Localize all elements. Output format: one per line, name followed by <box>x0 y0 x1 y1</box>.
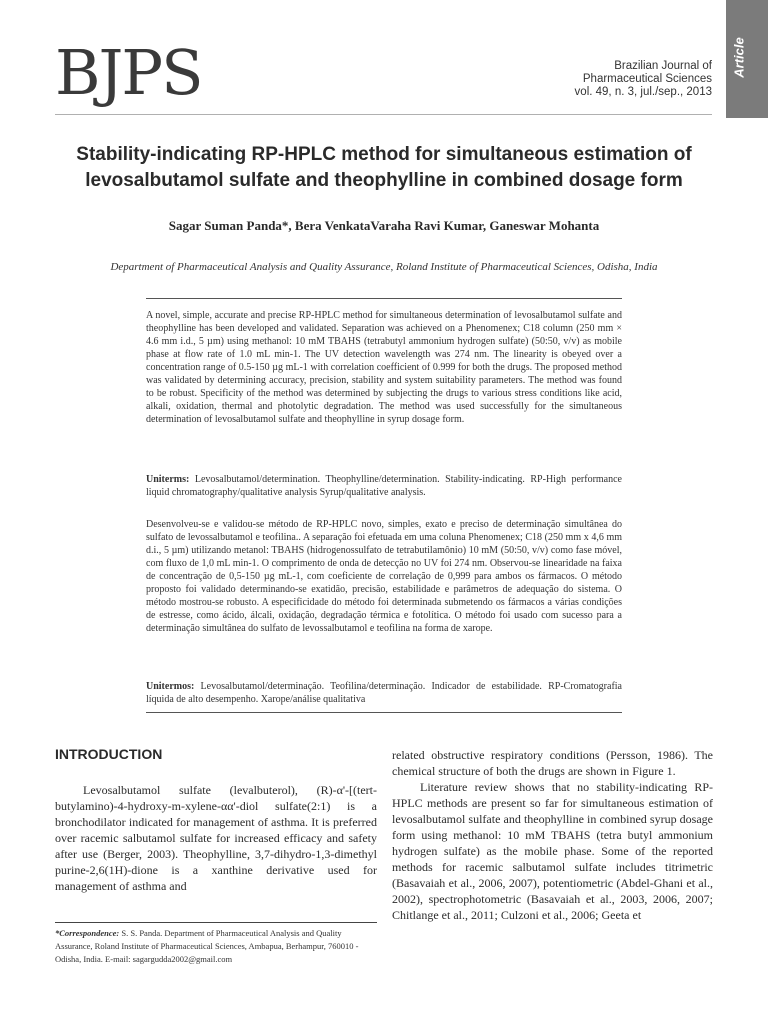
correspondence-footnote <box>55 927 377 966</box>
header-divider <box>55 114 712 115</box>
article-tab <box>726 0 768 118</box>
correspondence-label: *Correspondence: <box>55 928 120 938</box>
footnote-divider <box>55 922 377 923</box>
section-heading-introduction: INTRODUCTION <box>55 746 163 762</box>
intro-paragraph-2: Literature review shows that no stability-indicating RP-HPLC methods are present so far for simultaneous estimation of levosalbutamol sulfate and theophylline in combined syrup dosage form using methanol: 10 mM TBAHS (tetra butyl ammonium hydrogen sulfate) as the mobile phase. Some of the reported methods for racemic salbutamol sulfate includes titrimetric (Basavaiah et al., 2006, 2007), potentiometric (Abdel-Ghani et al., 2002), spectrophotometric (Basavaiah et al., 2003, 2006, 2007; Chitlange et al., 2011; Culzoni et al., 2006; Geeta et <box>392 780 713 922</box>
intro-column-left <box>55 782 377 894</box>
uniterms-label: Uniterms: <box>146 474 190 485</box>
unitermos-label: Unitermos: <box>146 681 195 692</box>
uniterms-text: Levosalbutamol/determination. Theophylline/determination. Stability-indicating. RP-High performance liquid chromatography/qualitative analysis Syrup/qualitative analysis. <box>146 474 622 498</box>
title-line-1: Stability-indicating RP-HPLC method for simultaneous estimation of <box>76 144 692 165</box>
author-list: Sagar Suman Panda*, Bera VenkataVaraha Ravi Kumar, Ganeswar Mohanta <box>168 218 600 233</box>
correspondence-text: S. S. Panda. Department of Pharmaceutical Analysis and Quality Assurance, Roland Institute of Pharmaceutical Sciences, Ambapua, Berhampur, 760010 - Odisha, India. E-mail: sagargudda2002@gmail.com <box>55 928 359 964</box>
unitermos-text: Levosalbutamol/determinação. Teofilina/determinação. Indicador de estabilidade. RP-Cromatografia líquida de alto desempenho. Xarope/análise qualitativa <box>146 681 622 705</box>
journal-volume: vol. 49, n. 3, jul./sep., 2013 <box>574 86 712 98</box>
article-title <box>40 142 728 194</box>
intro-paragraph-1: Levosalbutamol sulfate (levalbuterol), (R)-α'-[(tert-butylamino)-4-hydroxy-m-xylene-αα'-diol sulfate(2:1) is a bronchodilator indicated for management of asthma. It is preferred over racemic salbutamol sulfate for increased efficacy and safety after use (Berger, 2003). Theophylline, 3,7-dihydro-1,3-dimethyl purine-2,6(1H)-dione is a xanthine derivative used for management of asthma and <box>55 783 377 893</box>
journal-logo: BJPS <box>55 36 202 109</box>
journal-info <box>575 60 712 99</box>
intro-column-right <box>392 747 713 923</box>
resumo-text: Desenvolveu-se e validou-se método de RP-HPLC novo, simples, exato e preciso de determinação simultânea do sulfato de levossalbutamol e teofilina.. A separação foi efetuada em uma coluna Phenomenex; C18 (250 mm x 4,6 mm d.i., 5 µm) utilizando metanol: TBAHS (hidrogenossulfato de tetrabutilamônio) 10 mM (50:50, v/v) como fase móvel, com fluxo de 1,0 mL min-1. O comprimento de onda de detecção no UV foi 274 nm. Observou-se linearidade na faixa de concentração de 0,5-150 µg mL-1, com coeficiente de correlação de 0,999 para ambos os fármacos. O método proposto foi validado determinando-se exatidão, precisão, estabilidade e parâmetros de adequação do sistema. O método mostrou-se robusto. A especificidade do método foi determinada submetendo os fármacos a várias condições de estresse, como ácido, álcali, oxidação, degradação térmica e fotolítica. O método foi usado com sucesso para a determinação simultânea do sulfato de levossalbutamol e teofilina na forma de xarope. <box>146 519 622 634</box>
unitermos <box>146 680 622 706</box>
abstract-bottom-rule <box>146 712 622 713</box>
title-line-2: levosalbutamol sulfate and theophylline in combined dosage form <box>85 170 683 191</box>
journal-name-line1: Brazilian Journal of <box>614 60 712 72</box>
uniterms <box>146 473 622 499</box>
affiliation: Department of Pharmaceutical Analysis and Quality Assurance, Roland Institute of Pharmaceutical Sciences, Odisha, India <box>110 261 658 273</box>
abstract-text: A novel, simple, accurate and precise RP-HPLC method for simultaneous determination of levosalbutamol sulfate and theophylline has been developed and validated. Separation was achieved on a Phenomenex; C18 column (250 mm × 4.6 mm i.d., 5 µm) using methanol: 10 mM TBAHS (tetrabutyl ammonium hydrogen sulfate) (50:50, v/v) as mobile phase at flow rate of 1.0 mL min-1. The UV detection wavelength was 274 nm. The linearity is obeyed over a concentration range of 0.5-150 µg mL-1 with correlation coefficient of 0.999 for both the drugs. The proposed method was validated by determining accuracy, precision, stability and system suitability parameters. The method was found to be robust. Specificity of the method was determined by subjecting the drugs to various stress conditions like acid, alkali, oxidation, thermal and photolytic degradation. The method was used successfully for the simultaneous determination of levosalbutamol sulfate and theophylline in syrup dosage form. <box>146 310 622 425</box>
intro-paragraph-continued: related obstructive respiratory conditions (Persson, 1986). The chemical structure of both the drugs are shown in Figure 1. <box>392 748 713 778</box>
article-tab-label: Article <box>731 37 747 78</box>
abstract-top-rule <box>146 298 622 299</box>
journal-name-line2: Pharmaceutical Sciences <box>582 73 712 85</box>
